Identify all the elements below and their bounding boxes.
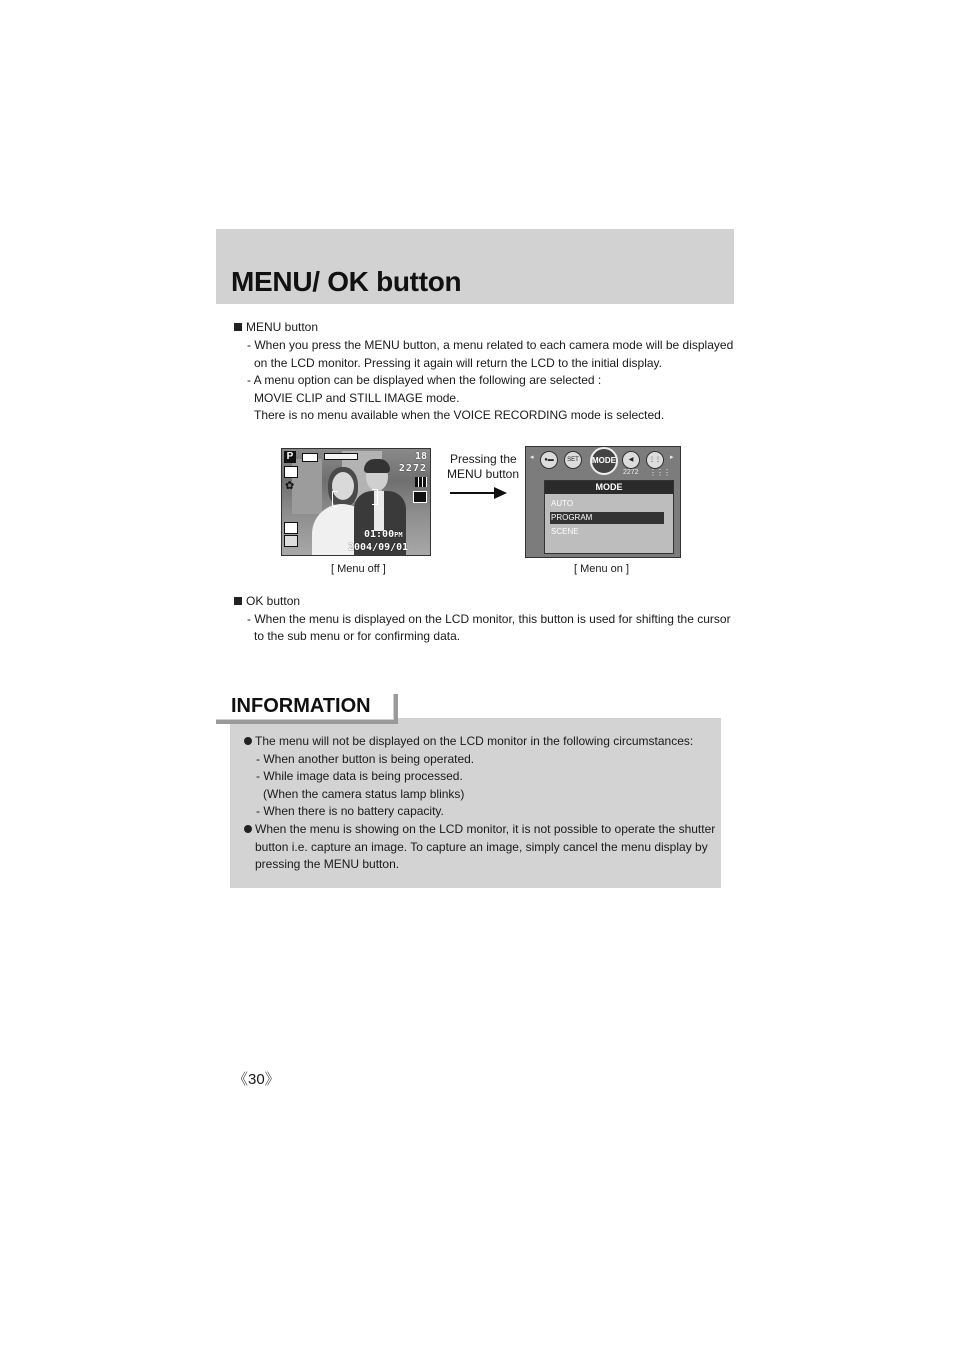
info-bullet-2: When the menu is showing on the LCD monitor, it is not possible to operate the shutter: [244, 822, 715, 837]
af-bracket-left-icon: [332, 491, 338, 507]
groom-hair: [364, 459, 390, 473]
macro-flower-icon: ✿: [285, 480, 295, 492]
left-triangle-icon: ◂: [530, 454, 534, 461]
info-text-line: - While image data is being processed.: [256, 769, 463, 783]
metering-icon: [413, 491, 427, 503]
size-icon: [284, 466, 298, 478]
info-text-line: (When the camera status lamp blinks): [263, 787, 465, 801]
arrow-label-line: Pressing the: [450, 452, 517, 466]
menu-text-line: - A menu option can be displayed when the following are selected :: [247, 373, 602, 387]
menu-item-program[interactable]: PROGRAM: [550, 512, 664, 524]
page-title: MENU/ OK button: [231, 266, 462, 297]
right-arrow-icon: [450, 486, 508, 500]
resolution-value: 2272: [398, 463, 427, 474]
menu-text-line: There is no menu available when the VOICE RECORDING mode is selected.: [254, 408, 665, 422]
round-bullet-icon: [244, 825, 252, 833]
time-display: 01:00PM: [364, 529, 403, 540]
quality-icon: [415, 477, 427, 487]
menu-text-line: on the LCD monitor. Pressing it again will return the LCD to the initial display.: [254, 356, 662, 370]
quality-icon: ⋮⋮⋮: [649, 468, 670, 477]
lcd-menu-off: [281, 448, 431, 556]
info-text-line: pressing the MENU button.: [255, 857, 400, 871]
right-triangle-icon: ▸: [670, 454, 674, 461]
ok-text-line: - When the menu is displayed on the LCD monitor, this button is used for shifting the cursor: [247, 612, 731, 626]
round-bullet-icon: [244, 737, 252, 745]
menu-text-line: MOVIE CLIP and STILL IMAGE mode.: [254, 391, 460, 405]
menu-item-scene[interactable]: SCENE: [551, 527, 579, 536]
self-timer-icon: [284, 535, 298, 547]
resolution-value: 2272: [623, 469, 639, 476]
menu-item-auto[interactable]: AUTO: [551, 499, 574, 508]
info-bullet-1: The menu will not be displayed on the LCD monitor in the following circumstances:: [244, 734, 693, 749]
battery-icon: [302, 453, 318, 462]
menu-text-line: - When you press the MENU button, a menu related to each camera mode will be displayed: [247, 338, 734, 352]
date-display: 2004/09/01: [348, 542, 409, 553]
ok-text-line: to the sub menu or for confirming data.: [254, 629, 461, 643]
caption-menu-off: [ Menu off ]: [331, 563, 386, 575]
mode-menu-panel: [544, 480, 674, 554]
display-icon: [284, 522, 298, 534]
arrow-label-line: MENU button: [447, 467, 520, 481]
setup-icon: SET: [564, 451, 582, 469]
page-number: 《30》: [233, 1071, 280, 1088]
menu-button-heading: MENU button: [234, 320, 318, 335]
information-title: INFORMATION: [231, 695, 371, 717]
af-bracket-right-icon: [372, 489, 378, 505]
mode-icon: MODE: [590, 447, 618, 475]
zoom-bar-icon: [324, 453, 358, 460]
info-text-line: - When another button is being operated.: [256, 752, 475, 766]
sound-icon: ◀: [622, 451, 640, 469]
caption-menu-on: [ Menu on ]: [574, 563, 630, 575]
shots-remaining: 18: [414, 451, 427, 462]
ok-button-heading: OK button: [234, 594, 300, 609]
program-mode-icon: P: [284, 451, 296, 463]
square-bullet-icon: [234, 323, 242, 331]
camera-setup-icon: ●▬: [540, 451, 558, 469]
info-text-line: - When there is no battery capacity.: [256, 804, 444, 818]
lcd-menu-on: [525, 446, 681, 558]
info-text-line: button i.e. capture an image. To capture an image, simply cancel the menu display by: [255, 840, 708, 854]
square-bullet-icon: [234, 597, 242, 605]
menu-title: MODE: [545, 481, 673, 494]
grid-icon: ⋮⋮: [646, 451, 664, 469]
